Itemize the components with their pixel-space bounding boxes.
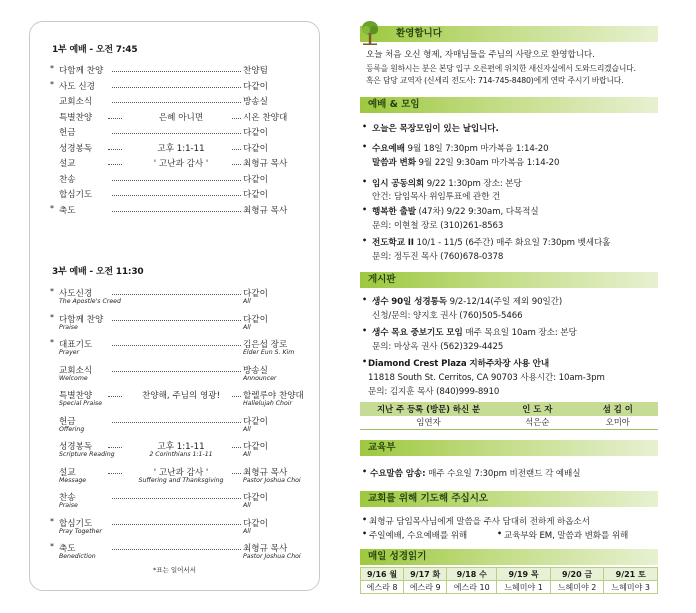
order-item-detail: ' 고난과 감사 ' xyxy=(153,467,209,478)
order-item-name-en: Message xyxy=(59,476,87,484)
bullet: • xyxy=(362,177,368,186)
order-item-leader: 다같이 xyxy=(243,314,268,325)
order-row xyxy=(50,64,306,76)
order-item-leader-en: All xyxy=(243,451,251,458)
dot-leader xyxy=(112,211,241,212)
evangelism-school-contact: 문의: 정두진 목사 (760)678-0378 xyxy=(372,252,504,262)
dot-leader xyxy=(232,149,241,150)
bullet: • xyxy=(497,529,503,538)
order-item-leader: 최형규 목사 xyxy=(243,159,288,169)
word-change-detail: 9월 22일 9:30am 마가복음 1:14-20 xyxy=(418,158,560,168)
greeters-leader: 석은순 xyxy=(497,416,577,429)
dot-leader xyxy=(112,422,241,423)
order-item-leader-en: Elder Eun S. Kim xyxy=(243,349,295,356)
order-item-leader-en: Announcer xyxy=(243,374,277,382)
bullet: • xyxy=(362,236,368,245)
order-item-name: 사도신경 xyxy=(59,289,93,299)
worship-meetings-header: 예배 & 모임 xyxy=(360,97,658,113)
order-item-name-en: Pray Together xyxy=(59,527,102,535)
order-item-detail: 고후 1:1-11 xyxy=(157,442,205,452)
order-item-leader-en: Pastor Joshua Choi xyxy=(243,553,301,560)
reading-passage: 느헤미야 1 xyxy=(497,581,551,594)
tree-icon xyxy=(361,20,379,46)
standing-star: * xyxy=(50,338,54,347)
order-row xyxy=(50,188,306,200)
order-item-detail: 찬양해, 주님의 영광! xyxy=(141,391,221,401)
first-service-title: 1부 예배 - 오전 7:45 xyxy=(52,45,138,55)
order-item-name: 합심기도 xyxy=(59,518,93,529)
order-item-name: 설교 xyxy=(59,159,76,169)
standing-star: * xyxy=(50,542,54,551)
dot-leader xyxy=(112,180,241,181)
greeters-header-visitors: 지난 주 등록 (방문) 하신 분 xyxy=(360,402,497,416)
reading-day: 9/19 목 xyxy=(497,568,551,581)
welcome-line-1: 오늘 처음 오신 형제, 자매님들을 주님의 사랑으로 환영합니다. xyxy=(366,50,595,60)
order-item-leader-en: All xyxy=(243,323,251,331)
order-item-leader: 방송실 xyxy=(243,97,268,107)
council-detail: 9/22 1:30pm 장소: 본당 xyxy=(426,179,522,189)
order-item-leader: 최형규 목사 xyxy=(243,544,288,554)
order-item-leader: 할렐루야 찬양대 xyxy=(243,391,304,401)
daily-reading-header: 매일 성경읽기 xyxy=(360,549,658,565)
order-item-detail-en: 2 Corinthians 1:1-11 xyxy=(149,451,213,458)
greeters-server: 오미아 xyxy=(578,416,658,429)
dot-leader xyxy=(112,71,241,72)
standing-footnote: *표는 일어서서 xyxy=(153,566,196,574)
today-notice: 오늘은 목장모임이 있는 날입니다. xyxy=(372,124,499,134)
order-row xyxy=(50,95,306,107)
order-item-name-en: Prayer xyxy=(59,349,80,356)
order-item-detail-en: Suffering and Thanksgiving xyxy=(138,476,224,484)
dot-leader xyxy=(108,164,122,165)
order-item-name: 찬송 xyxy=(59,174,76,185)
prayer-item-services: 주일예배, 수요예배를 위해 xyxy=(369,531,468,541)
order-item-leader: 김은섭 장로 xyxy=(243,340,288,350)
order-item-detail: ' 고난과 감사 ' xyxy=(153,159,209,169)
evangelism-school-detail: 10/1 - 11/5 (6주간) 매주 화요일 7:30pm 벳세다홀 xyxy=(416,238,611,248)
order-row xyxy=(50,173,306,185)
reading-passage: 에스라 10 xyxy=(447,581,497,594)
order-item-name: 헌금 xyxy=(59,416,76,427)
order-row xyxy=(50,491,306,503)
bible-reading-label: 생수 90일 성경통독 xyxy=(372,297,447,307)
dot-leader xyxy=(232,118,241,119)
order-row xyxy=(50,126,306,138)
reading-passage: 느헤미야 3 xyxy=(604,581,658,594)
order-item-name: 특별찬양 xyxy=(59,391,93,401)
order-item-name-en: Special Praise xyxy=(59,400,103,407)
dot-leader xyxy=(108,149,122,150)
dot-leader xyxy=(112,133,241,134)
greeters-header-leader: 인 도 자 xyxy=(497,402,577,416)
order-item-name-en: Benediction xyxy=(59,553,96,560)
order-item-name-en: The Apostle's Creed xyxy=(59,298,121,305)
order-item-name-en: Praise xyxy=(59,502,78,509)
dot-leader xyxy=(232,473,241,474)
order-item-detail: 은혜 아니면 xyxy=(158,112,204,123)
welcome-line-2: 등록을 원하시는 분은 본당 입구 오른편에 위치한 새신자실에서 도와드리겠습니다. xyxy=(366,64,636,73)
bullet: • xyxy=(362,205,368,214)
order-item-leader-en: Pastor Joshua Choi xyxy=(243,476,301,484)
welcome-header: 환영합니다 xyxy=(360,26,658,42)
order-row xyxy=(50,111,306,123)
reading-passage: 느헤미야 2 xyxy=(550,581,604,594)
prayer-item-education: 교육부와 EM, 말씀과 변화를 위해 xyxy=(504,531,629,541)
dot-leader xyxy=(112,524,241,525)
dot-leader xyxy=(108,396,122,397)
dot-leader xyxy=(108,118,122,119)
memorization-label: 수요말씀 암송: xyxy=(370,469,426,479)
word-change-label: 말씀과 변화 xyxy=(372,158,416,168)
order-item-leader-en: Hallelujah Choir xyxy=(243,400,293,407)
order-item-leader: 다같이 xyxy=(243,143,268,154)
order-item-name: 찬송 xyxy=(59,493,76,503)
happy-start-detail: (47차) 9/22 9:30am, 다목적실 xyxy=(418,207,539,217)
parking-address: 11818 South St. Cerritos, CA 90703 사용시간: 10am-3pm xyxy=(368,373,605,383)
order-item-leader: 시온 찬양대 xyxy=(243,112,288,123)
bullet: • xyxy=(362,295,368,304)
order-item-leader: 다같이 xyxy=(243,128,268,138)
reading-day: 9/17 화 xyxy=(404,568,447,581)
dot-leader xyxy=(112,549,241,550)
prayer-meeting-contact: 문의: 마상옥 권사 (562)329-4425 xyxy=(372,342,504,352)
parking-label: Diamond Crest Plaza 지하주차장 사용 안내 xyxy=(368,359,550,369)
bulletin-board-header: 게시판 xyxy=(360,272,658,288)
order-item-leader: 다같이 xyxy=(243,289,268,299)
bullet: • xyxy=(362,529,368,538)
order-item-leader: 다같이 xyxy=(243,518,268,529)
standing-star: * xyxy=(50,287,54,296)
standing-star: * xyxy=(50,312,54,322)
dot-leader xyxy=(232,164,241,165)
prayer-request-header: 교회를 위해 기도해 주십시오 xyxy=(360,491,658,507)
parking-contact: 문의: 김지훈 목사 (840)999-8910 xyxy=(368,387,500,397)
reading-day: 9/21 토 xyxy=(604,568,658,581)
wed-service-label: 수요예배 xyxy=(372,144,405,154)
standing-star: * xyxy=(50,516,54,526)
order-item-leader-en: All xyxy=(243,502,251,509)
order-item-name-en: Offering xyxy=(59,425,85,433)
standing-star: * xyxy=(50,203,54,213)
dot-leader xyxy=(112,498,241,499)
order-item-leader-en: All xyxy=(243,527,251,535)
order-item-name: 축도 xyxy=(59,544,76,554)
bullet: • xyxy=(362,142,368,151)
bullet: • xyxy=(362,122,368,131)
welcome-line-3: 혹은 담당 교역자 (신세리 전도사: 714-745-8480)에게 연락 주시기 바랍니다. xyxy=(366,76,624,85)
dot-leader xyxy=(112,320,241,321)
order-item-name: 성경봉독 xyxy=(59,143,93,154)
reading-day: 9/20 금 xyxy=(550,568,604,581)
dot-leader xyxy=(112,102,241,103)
dot-leader xyxy=(232,396,241,397)
greeters-header-server: 섬 김 이 xyxy=(578,402,658,416)
bullet: • xyxy=(362,515,368,524)
order-item-name: 대표기도 xyxy=(59,340,93,350)
standing-star: * xyxy=(50,64,54,73)
order-row xyxy=(50,157,306,169)
order-item-name: 사도 신경 xyxy=(59,81,95,92)
evangelism-school-label: 전도학교 II xyxy=(372,238,414,248)
order-item-leader: 다같이 xyxy=(243,190,268,200)
standing-star: * xyxy=(50,79,54,89)
greeters-visitors: 임연자 xyxy=(360,416,497,429)
order-item-name: 합심기도 xyxy=(59,190,93,200)
bullet: • xyxy=(362,467,368,476)
order-item-name: 성경봉독 xyxy=(59,442,93,452)
order-item-leader-en: All xyxy=(243,425,251,433)
daily-reading-table xyxy=(360,567,658,594)
dot-leader xyxy=(108,447,122,448)
order-item-name-en: Welcome xyxy=(59,374,88,382)
dot-leader xyxy=(112,345,241,346)
order-item-leader: 다같이 xyxy=(243,416,268,427)
bullet: • xyxy=(362,357,368,366)
order-item-leader: 최형규 목사 xyxy=(243,205,288,216)
happy-start-contact: 문의: 이현철 장로 (310)261-8563 xyxy=(372,221,504,231)
wed-service-detail: 9월 18일 7:30pm 마가복음 1:14-20 xyxy=(407,144,549,154)
order-item-name: 다함께 찬양 xyxy=(59,314,104,325)
bible-reading-contact: 신청/문의: 양지호 권사 (760)505-5466 xyxy=(372,311,523,321)
order-item-name: 교회소식 xyxy=(59,365,93,376)
order-row xyxy=(50,313,306,325)
order-item-leader-en: All xyxy=(243,298,251,305)
order-item-name: 다함께 찬양 xyxy=(59,66,104,76)
order-row xyxy=(50,142,306,154)
order-item-detail: 고후 1:1-11 xyxy=(157,143,205,154)
happy-start-label: 행복한 출발 xyxy=(372,207,416,217)
prayer-meeting-detail: 매주 목요일 10am 장소: 본당 xyxy=(465,328,577,338)
reading-day: 9/18 수 xyxy=(447,568,497,581)
prayer-meeting-label: 생수 목요 중보기도 모임 xyxy=(372,328,463,338)
order-item-leader: 다같이 xyxy=(243,81,268,92)
order-row xyxy=(50,415,306,427)
prayer-item-pastor: 최형규 담임목사님에게 말씀을 주사 담대히 전하게 하옵소서 xyxy=(369,517,590,527)
dot-leader xyxy=(112,195,241,196)
dot-leader xyxy=(112,87,241,88)
order-item-leader: 다같이 xyxy=(243,174,268,185)
order-item-name: 교회소식 xyxy=(59,97,93,107)
reading-day: 9/16 월 xyxy=(361,568,404,581)
reading-passage: 에스라 9 xyxy=(404,581,447,594)
bible-reading-detail: 9/2-12/14(주일 제외 90일간) xyxy=(449,297,563,307)
order-item-name: 설교 xyxy=(59,467,76,478)
order-item-leader: 찬양팀 xyxy=(243,66,268,76)
memorization-detail: 매주 수요일 7:30pm 비전랜드 각 예배실 xyxy=(428,469,581,479)
order-item-name: 헌금 xyxy=(59,128,76,138)
council-label: 임시 공동의회 xyxy=(372,179,425,189)
order-item-leader: 방송실 xyxy=(243,365,268,376)
order-item-leader: 다같이 xyxy=(243,493,268,503)
dot-leader xyxy=(232,447,241,448)
dot-leader xyxy=(108,473,122,474)
order-of-worship-card xyxy=(29,21,320,591)
reading-passage: 에스라 8 xyxy=(361,581,404,594)
order-item-name: 축도 xyxy=(59,205,76,216)
third-service-title: 3부 예배 - 오전 11:30 xyxy=(52,267,144,277)
order-item-leader: 최형규 목사 xyxy=(243,467,288,478)
order-row xyxy=(50,80,306,92)
order-item-name: 특별찬양 xyxy=(59,112,93,123)
order-row xyxy=(50,204,306,216)
council-agenda: 안건: 담임목사 위임투표에 관한 건 xyxy=(372,192,501,202)
order-item-name-en: Scripture Reading xyxy=(59,451,115,458)
order-item-leader: 다같이 xyxy=(243,442,268,452)
greeters-table xyxy=(360,402,658,430)
education-header: 교육부 xyxy=(360,440,658,456)
dot-leader xyxy=(112,371,241,372)
dot-leader xyxy=(112,294,241,295)
order-item-name-en: Praise xyxy=(59,323,78,331)
bullet: • xyxy=(362,326,368,335)
